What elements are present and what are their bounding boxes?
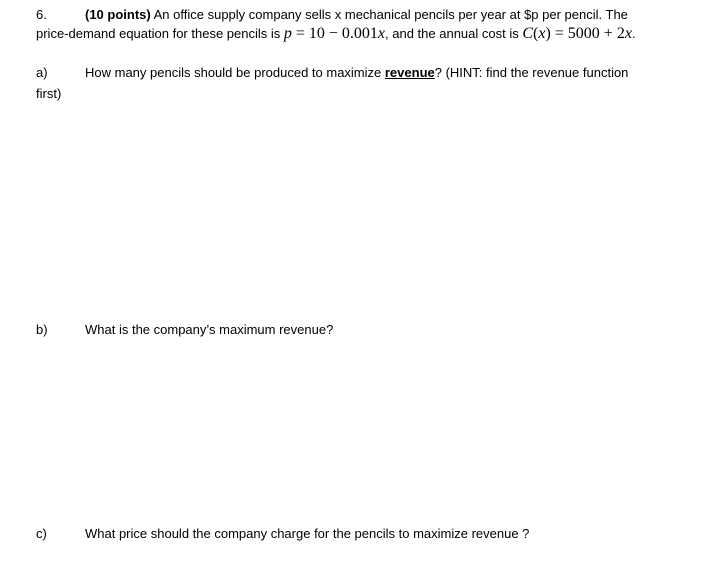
problem-number: 6. — [36, 7, 47, 22]
cost-equation: C(x) = 5000 + 2x — [522, 25, 632, 42]
price-demand-equation: p = 10 − 0.001x — [283, 25, 386, 42]
part-a-text-pre: How many pencils should be produced to maximize — [85, 65, 385, 80]
part-a-question — [85, 65, 628, 81]
problem-points: (10 points) — [85, 7, 151, 22]
part-c-question: What price should the company charge for the pencils to maximize revenue ? — [85, 526, 530, 541]
problem-intro — [85, 7, 628, 23]
part-b-label: b) — [36, 322, 48, 337]
line-2-end: . — [631, 26, 636, 41]
part-b-question: What is the company’s maximum revenue? — [85, 322, 334, 337]
part-a-emphasis: revenue — [384, 65, 435, 80]
part-a-label: a) — [36, 65, 48, 80]
part-a-continuation: first) — [36, 86, 62, 101]
problem-line-2 — [36, 26, 636, 42]
part-c-label: c) — [36, 526, 47, 541]
problem-intro-text: An office supply company sells x mechanical pencils per year at $p per pencil. The — [150, 7, 628, 22]
price-demand-intro: price-demand equation for these pencils is — [36, 26, 284, 41]
problem-header — [36, 7, 47, 23]
part-a-text-post: ? (HINT: find the revenue function — [434, 65, 629, 80]
cost-intro: , and the annual cost is — [385, 26, 523, 41]
